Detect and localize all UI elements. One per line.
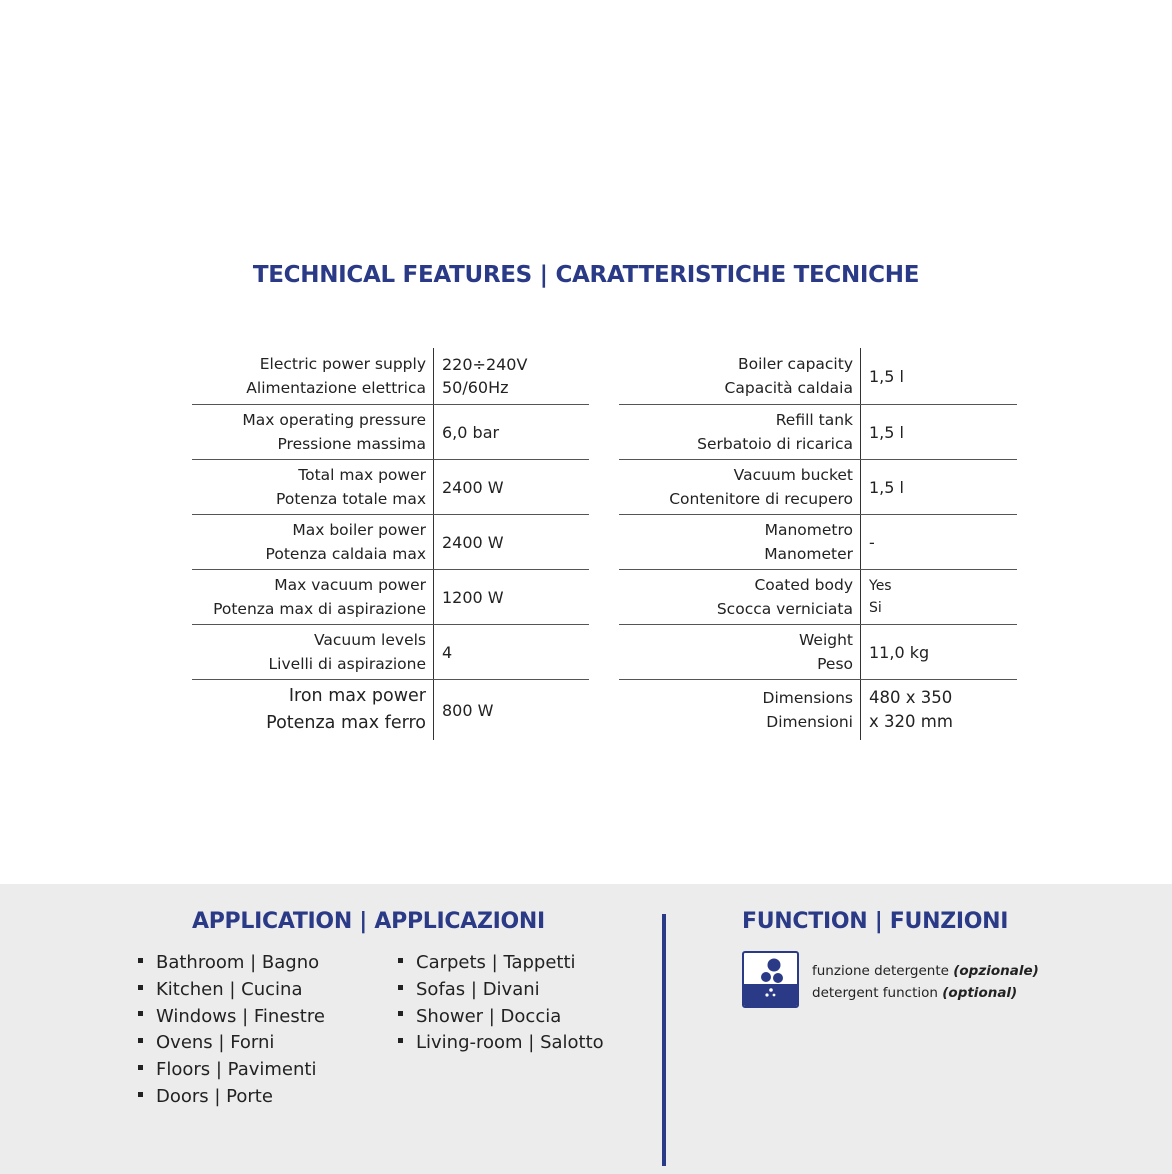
spec-value-line: 220÷240V <box>442 355 528 374</box>
spec-row <box>192 570 589 625</box>
function-line-en: detergent function (optional) <box>812 985 1018 1001</box>
spec-label <box>619 348 861 404</box>
bullet-icon <box>138 1092 143 1097</box>
spec-label-en: Boiler capacity <box>737 355 853 373</box>
bullet-icon <box>138 958 143 963</box>
spec-value <box>861 570 1017 624</box>
application-list <box>138 950 325 1111</box>
spec-label <box>192 570 434 624</box>
spec-label-en: Manometro <box>764 521 853 539</box>
spec-label-it: Peso <box>817 655 853 673</box>
spec-row <box>619 348 1017 405</box>
bullet-icon <box>398 958 403 963</box>
spec-label-en: Max vacuum power <box>274 576 426 594</box>
spec-value-line: 2400 W <box>442 477 504 497</box>
spec-value-line: 800 W <box>442 700 494 720</box>
list-item: Shower | Doccia <box>398 1004 604 1031</box>
spec-value-line: 480 x 350 <box>869 688 953 707</box>
spec-label-en: Refill tank <box>775 411 853 429</box>
spec-label <box>619 460 861 514</box>
spec-value <box>434 625 589 679</box>
spec-row <box>619 405 1017 460</box>
spec-value-line: 1,5 l <box>869 422 904 442</box>
spec-row <box>192 405 589 460</box>
spec-label <box>619 405 861 459</box>
spec-label <box>619 515 861 569</box>
spec-row <box>192 625 589 680</box>
spec-value <box>861 405 1017 459</box>
bottom-panel <box>0 884 1172 1174</box>
spec-value-line: 1,5 l <box>869 477 904 497</box>
spec-label-it: Alimentazione elettrica <box>246 379 426 397</box>
spec-label-it: Potenza max di aspirazione <box>213 600 426 618</box>
spec-label <box>192 460 434 514</box>
spec-label-en: Max boiler power <box>292 521 426 539</box>
spec-label-it: Livelli di aspirazione <box>268 655 426 673</box>
spec-value <box>434 515 589 569</box>
spec-label <box>192 515 434 569</box>
list-item: Doors | Porte <box>138 1084 325 1111</box>
function-line-it: funzione detergente (opzionale) <box>812 963 1039 979</box>
spec-value <box>861 625 1017 679</box>
spec-value-line: 50/60Hz <box>442 378 509 397</box>
section-divider <box>662 914 666 1166</box>
application-list <box>398 950 604 1057</box>
list-item: Living-room | Salotto <box>398 1030 604 1057</box>
list-item: Floors | Pavimenti <box>138 1057 325 1084</box>
spec-value-line: 1,5 l <box>869 366 904 386</box>
spec-row <box>192 680 589 740</box>
spec-label-it: Scocca verniciata <box>716 600 853 618</box>
spec-label-en: Vacuum levels <box>313 631 426 649</box>
spec-row <box>192 460 589 515</box>
spec-value <box>434 348 589 404</box>
bullet-icon <box>138 1038 143 1043</box>
list-item: Sofas | Divani <box>398 977 604 1004</box>
spec-value-line: 11,0 kg <box>869 642 930 662</box>
spec-label-en: Weight <box>798 631 853 649</box>
detergent-icon <box>742 951 799 1008</box>
list-item: Carpets | Tappetti <box>398 950 604 977</box>
function-heading: FUNCTION | FUNZIONI <box>742 909 1009 934</box>
spec-label-it: Potenza caldaia max <box>265 545 426 563</box>
spec-value <box>861 515 1017 569</box>
spec-label <box>619 570 861 624</box>
list-item: Kitchen | Cucina <box>138 977 325 1004</box>
spec-row <box>192 348 589 405</box>
spec-value-line: x 320 mm <box>869 712 953 731</box>
spec-value-line: 2400 W <box>442 532 504 552</box>
spec-label <box>619 625 861 679</box>
bullet-icon <box>138 985 143 990</box>
spec-value <box>434 680 589 740</box>
spec-value-line: 1200 W <box>442 587 504 607</box>
spec-value-line: Si <box>869 600 882 616</box>
spec-label-en: Dimensions <box>762 689 853 707</box>
spec-value <box>861 680 1017 740</box>
spec-label <box>192 680 434 740</box>
spec-value <box>861 348 1017 404</box>
spec-value-line: 6,0 bar <box>442 422 500 442</box>
bullet-icon <box>138 1011 143 1016</box>
spec-row <box>619 680 1017 740</box>
spec-label <box>192 405 434 459</box>
spec-value-line: 4 <box>442 642 453 662</box>
spec-value <box>434 570 589 624</box>
spec-row <box>192 515 589 570</box>
spec-value-line: - <box>869 532 875 552</box>
spec-label-it: Serbatoio di ricarica <box>697 435 853 453</box>
list-item: Windows | Finestre <box>138 1004 325 1031</box>
spec-label-it: Pressione massima <box>277 435 426 453</box>
spec-label-it: Potenza totale max <box>276 490 426 508</box>
bullet-icon <box>398 985 403 990</box>
detergent-icon-graphic <box>744 953 797 1006</box>
spec-label-en: Max operating pressure <box>242 411 426 429</box>
page-title: TECHNICAL FEATURES | CARATTERISTICHE TECNICHE <box>252 262 920 288</box>
specs-table-right <box>619 348 1017 740</box>
function-description <box>812 960 1039 1004</box>
spec-label-it: Potenza max ferro <box>266 713 426 733</box>
list-item: Ovens | Forni <box>138 1030 325 1057</box>
spec-value <box>434 405 589 459</box>
spec-label-it: Capacità caldaia <box>724 379 853 397</box>
spec-value <box>434 460 589 514</box>
spec-label-en: Vacuum bucket <box>733 466 853 484</box>
bullet-icon <box>398 1011 403 1016</box>
spec-row <box>619 570 1017 625</box>
spec-label-en: Iron max power <box>288 686 426 706</box>
spec-label-it: Manometer <box>764 545 853 563</box>
spec-label <box>192 625 434 679</box>
spec-value <box>861 460 1017 514</box>
spec-row <box>619 625 1017 680</box>
spec-row <box>619 460 1017 515</box>
bullet-icon <box>138 1065 143 1070</box>
spec-label-it: Contenitore di recupero <box>669 490 853 508</box>
bullet-icon <box>398 1038 403 1043</box>
spec-label <box>619 680 861 740</box>
application-heading: APPLICATION | APPLICAZIONI <box>192 909 545 934</box>
spec-value-line: Yes <box>869 578 892 594</box>
specs-table-left <box>192 348 589 740</box>
spec-label-en: Coated body <box>754 576 853 594</box>
spec-label <box>192 348 434 404</box>
spec-label-it: Dimensioni <box>766 713 853 731</box>
spec-row <box>619 515 1017 570</box>
spec-label-en: Electric power supply <box>259 355 426 373</box>
spec-label-en: Total max power <box>298 466 426 484</box>
list-item: Bathroom | Bagno <box>138 950 325 977</box>
